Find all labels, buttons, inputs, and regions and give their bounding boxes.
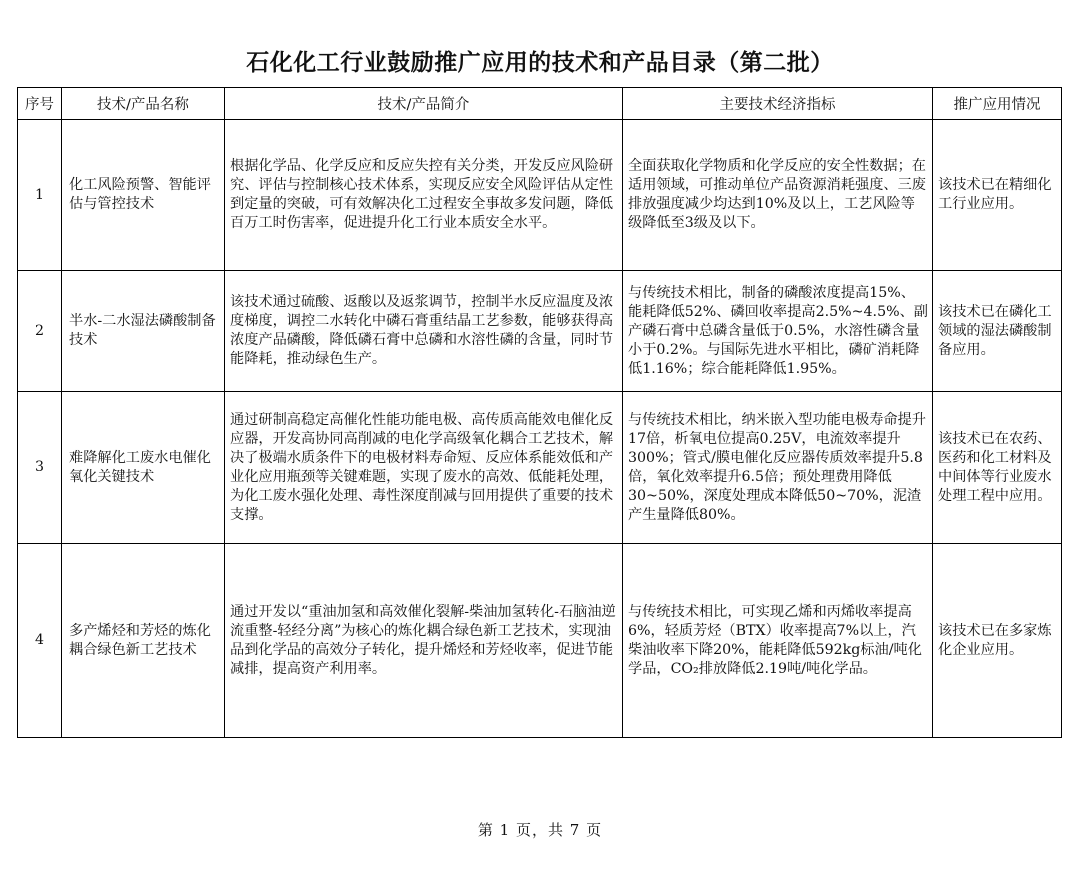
row-name: 化工风险预警、智能评估与管控技术	[62, 120, 225, 271]
row-application: 该技术已在农药、医药和化工材料及中间体等行业废水处理工程中应用。	[933, 392, 1062, 544]
row-name: 多产烯烃和芳烃的炼化耦合绿色新工艺技术	[62, 544, 225, 738]
header-seq: 序号	[18, 88, 62, 120]
row-indicators: 与传统技术相比，纳米嵌入型功能电极寿命提升17倍，析氧电位提高0.25V，电流效率提升300%；管式/膜电催化反应器传质效率提升5.8倍，氧化效率提升6.5倍；预处理费用降低30~50%，深度处理成本降低50~70%，泥渣产生量降低80%。	[623, 392, 933, 544]
table-header-row	[18, 88, 1062, 120]
table-row	[18, 120, 1062, 271]
row-seq: 2	[18, 271, 62, 392]
page-number: 第 1 页，共 7 页	[477, 821, 603, 839]
header-application: 推广应用情况	[933, 88, 1062, 120]
row-seq: 4	[18, 544, 62, 738]
header-intro: 技术/产品简介	[225, 88, 623, 120]
row-intro: 该技术通过硫酸、返酸以及返浆调节，控制半水反应温度及浓度梯度，调控二水转化中磷石膏重结晶工艺参数，能够获得高浓度产品磷酸，降低磷石膏中总磷和水溶性磷的含量，同时节能降耗，推动绿色生产。	[225, 271, 623, 392]
table-row	[18, 392, 1062, 544]
header-name: 技术/产品名称	[62, 88, 225, 120]
table-row	[18, 544, 1062, 738]
row-intro: 根据化学品、化学反应和反应失控有关分类，开发反应风险研究、评估与控制核心技术体系，实现反应安全风险评估从定性到定量的突破，可有效解决化工过程安全事故多发问题，降低百万工时伤害率，促进提升化工行业本质安全水平。	[225, 120, 623, 271]
row-application: 该技术已在磷化工领域的湿法磷酸制备应用。	[933, 271, 1062, 392]
technology-catalog-table	[17, 87, 1062, 738]
row-name: 半水-二水湿法磷酸制备技术	[62, 271, 225, 392]
row-seq: 1	[18, 120, 62, 271]
table-row	[18, 271, 1062, 392]
row-indicators: 与传统技术相比，可实现乙烯和丙烯收率提高6%，轻质芳烃（BTX）收率提高7%以上，汽柴油收率下降20%，能耗降低592kg标油/吨化学品，CO₂排放降低2.19吨/吨化学品。	[623, 544, 933, 738]
row-name: 难降解化工废水电催化氧化关键技术	[62, 392, 225, 544]
row-application: 该技术已在精细化工行业应用。	[933, 120, 1062, 271]
header-indicators: 主要技术经济指标	[623, 88, 933, 120]
row-indicators: 全面获取化学物质和化学反应的安全性数据；在适用领域，可推动单位产品资源消耗强度、三废排放强度减少均达到10%及以上，工艺风险等级降低至3级及以下。	[623, 120, 933, 271]
row-indicators: 与传统技术相比，制备的磷酸浓度提高15%、能耗降低52%、磷回收率提高2.5%~4.5%、副产磷石膏中总磷含量低于0.5%，水溶性磷含量小于0.2%。与国际先进水平相比，磷矿消耗降低1.16%；综合能耗降低1.95%。	[623, 271, 933, 392]
row-application: 该技术已在多家炼化企业应用。	[933, 544, 1062, 738]
document-title: 石化化工行业鼓励推广应用的技术和产品目录（第二批）	[246, 50, 834, 76]
row-intro: 通过开发以“重油加氢和高效催化裂解-柴油加氢转化-石脑油逆流重整-轻经分离”为核心的炼化耦合绿色新工艺技术，实现油品到化学品的高效分子转化，提升烯烃和芳烃收率，促进节能减排，提高资产利用率。	[225, 544, 623, 738]
row-intro: 通过研制高稳定高催化性能功能电极、高传质高能效电催化反应器，开发高协同高削减的电化学高级氧化耦合工艺技术，解决了极端水质条件下的电极材料寿命短、反应体系能效低和产业化应用瓶颈等关键难题，实现了废水的高效、低能耗处理，为化工废水强化处理、毒性深度削减与回用提供了重要的技术支撑。	[225, 392, 623, 544]
row-seq: 3	[18, 392, 62, 544]
